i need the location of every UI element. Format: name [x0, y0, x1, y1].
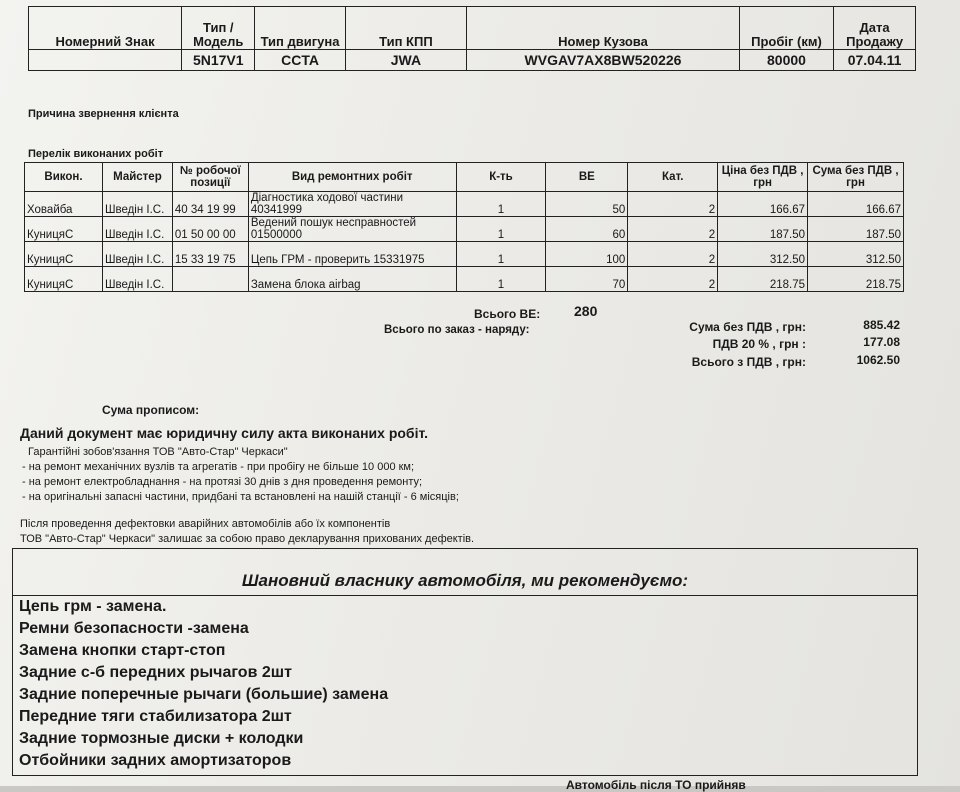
cell-position: 01 50 00 00	[172, 217, 248, 242]
sum-in-words-label: Сума прописом:	[102, 403, 200, 417]
warranty-line: Гарантійні зобов'язання ТОВ "Авто-Стар" Черкаси"	[28, 446, 288, 458]
cell-sum: 218.75	[808, 267, 904, 292]
recommendation-item: Задние поперечные рычаги (большие) замена	[19, 686, 389, 703]
col-master: Майстер	[102, 163, 172, 192]
defect-note-line: ТОВ "Авто-Стар" Черкаси" залишає за собою право декларування прихованих дефектів.	[20, 533, 475, 545]
no-vat-value: 885.42	[863, 318, 900, 332]
cell-master: Шведін І.С.	[102, 192, 172, 217]
cell-ve: 100	[546, 242, 628, 267]
cell-master: Шведін І.С.	[102, 242, 172, 267]
cell-price: 312.50	[718, 242, 808, 267]
cell-price: 166.67	[718, 192, 808, 217]
warranty-line: - на оригінальні запасні частини, придбані та встановлені на нашій станції - 6 місяців;	[22, 491, 459, 503]
col-cat: Кат.	[628, 163, 718, 192]
legal-statement: Даний документ має юридичну силу акта виконаних робіт.	[20, 425, 428, 441]
header-model: Тип / Модель	[182, 7, 255, 50]
value-sale-date: 07.04.11	[834, 50, 916, 71]
cell-ve: 50	[546, 192, 628, 217]
cell-work: Діагностика ходової частини 40341999	[248, 192, 456, 217]
with-vat-value: 1062.50	[856, 353, 900, 367]
cell-cat: 2	[628, 217, 718, 242]
recommendations-list	[13, 595, 917, 776]
col-position: № робочої позиції	[172, 163, 248, 192]
value-engine: CCTA	[255, 50, 345, 71]
warranty-line: - на ремонт електробладнання - на протязі 30 днів з дня проведення ремонту;	[22, 476, 423, 488]
reason-label: Причина звернення клієнта	[28, 108, 179, 120]
cell-qty: 1	[456, 267, 546, 292]
col-work: Вид ремонтних робіт	[248, 163, 456, 192]
header-mileage: Пробіг (км)	[739, 7, 833, 50]
recommendations-box	[12, 548, 918, 776]
cell-sum: 166.67	[808, 192, 904, 217]
cell-work: Замена блока airbag	[248, 267, 456, 292]
recommendation-item: Замена кнопки старт-стоп	[19, 642, 226, 659]
value-mileage: 80000	[739, 50, 833, 71]
recommendation-item: Передние тяги стабилизатора 2шт	[19, 708, 292, 725]
col-sum: Сума без ПДВ , грн	[808, 163, 904, 192]
header-vin: Номер Кузова	[467, 7, 740, 50]
order-total-label: Всього по заказ - наряду:	[384, 324, 530, 336]
recommendation-item: Задние с-б передних рычагов 2шт	[19, 664, 292, 681]
cell-sum: 187.50	[808, 217, 904, 242]
cell-qty: 1	[456, 192, 546, 217]
vat-label: ПДВ 20 % , грн :	[712, 337, 806, 351]
cell-executor: КуницяС	[25, 242, 103, 267]
recommendation-item: Цепь грм - замена.	[19, 598, 167, 615]
recommendation-item: Ремни безопасности -замена	[19, 620, 249, 637]
cell-sum: 312.50	[808, 242, 904, 267]
works-caption: Перелік виконаних робіт	[28, 148, 164, 160]
cell-executor: КуницяС	[25, 267, 103, 292]
col-ve: ВЕ	[546, 163, 628, 192]
cell-qty: 1	[456, 217, 546, 242]
cell-master: Шведін І.С.	[102, 267, 172, 292]
recommendations-title: Шановний власнику автомобіля, ми рекомендуємо:	[241, 571, 689, 590]
value-plate	[29, 50, 182, 71]
defect-note-line: Після проведення дефектовки аварійних автомобілів або їх компонентів	[20, 518, 391, 530]
recommendation-item: Отбойники задних амортизаторов	[19, 752, 292, 769]
cell-ve: 70	[546, 267, 628, 292]
header-sale-date: Дата Продажу	[834, 7, 916, 50]
col-executor: Викон.	[25, 163, 103, 192]
works-table	[24, 162, 904, 292]
header-engine: Тип двигуна	[255, 7, 345, 50]
table-row	[25, 217, 904, 242]
value-vin: WVGAV7AX8BW520226	[467, 50, 740, 71]
table-row	[25, 192, 904, 217]
cell-cat: 2	[628, 242, 718, 267]
value-model: 5N17V1	[182, 50, 255, 71]
cell-position: 15 33 19 75	[172, 242, 248, 267]
warranty-line: - на ремонт механічних вузлів та агрегатів - при пробігу не більше 10 000 км;	[22, 461, 415, 473]
vehicle-info-table	[28, 6, 916, 71]
cell-ve: 60	[546, 217, 628, 242]
total-ve-label: Всього ВЕ:	[474, 307, 541, 321]
vat-value: 177.08	[863, 335, 900, 349]
table-row	[25, 267, 904, 292]
no-vat-label: Сума без ПДВ , грн:	[689, 320, 806, 334]
cell-work: Цепь ГРМ - проверить 15331975	[248, 242, 456, 267]
header-plate: Номерний Знак	[29, 7, 182, 50]
cell-price: 187.50	[718, 217, 808, 242]
table-row	[25, 242, 904, 267]
cell-executor: КуницяС	[25, 217, 103, 242]
cell-cat: 2	[628, 267, 718, 292]
value-gearbox: JWA	[345, 50, 467, 71]
cell-position: 40 34 19 99	[172, 192, 248, 217]
cell-cat: 2	[628, 192, 718, 217]
col-price: Ціна без ПДВ , грн	[718, 163, 808, 192]
col-qty: К-ть	[456, 163, 546, 192]
cell-executor: Ховайба	[25, 192, 103, 217]
header-gearbox: Тип КПП	[345, 7, 467, 50]
cell-work: Ведений пошук несправностей 01500000	[248, 217, 456, 242]
cell-position	[172, 267, 248, 292]
cell-qty: 1	[456, 242, 546, 267]
with-vat-label: Всього з ПДВ , грн:	[691, 355, 806, 369]
total-ve-value: 280	[574, 303, 598, 319]
recommendation-item: Задние тормозные диски + колодки	[19, 730, 304, 747]
cell-master: Шведін І.С.	[102, 217, 172, 242]
footer-acceptance-text: Автомобіль після ТО прийняв	[566, 778, 746, 792]
cell-price: 218.75	[718, 267, 808, 292]
